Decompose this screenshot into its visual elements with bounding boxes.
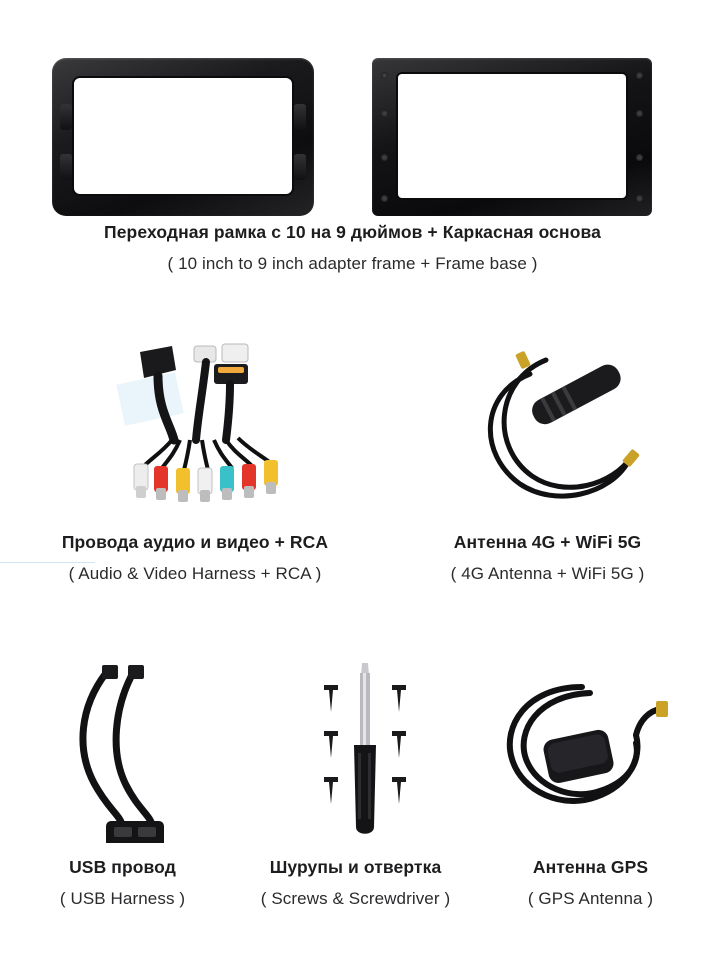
antenna-icon: [460, 334, 660, 520]
caption-en: ( GPS Antenna ): [527, 888, 654, 908]
frame-screw-hole: [114, 180, 120, 186]
wire-harness-icon: [110, 340, 330, 520]
caption-4g-antenna: [390, 532, 705, 585]
frame-base-icon: [372, 58, 652, 216]
section-harness-antenna: [0, 320, 705, 610]
caption-ru: Провода аудио и видео + RCA: [61, 532, 329, 552]
frame-screw-hole: [636, 195, 643, 202]
caption-audio-video-harness: [0, 532, 390, 585]
caption-en: ( Screws & Screwdriver ): [260, 888, 451, 908]
caption-en: ( Audio & Video Harness + RCA ): [68, 563, 322, 583]
frame-tab: [60, 104, 72, 130]
frame-screw-hole: [381, 154, 388, 161]
caption-ru: Переходная рамка с 10 на 9 дюймов + Каркасная основа: [104, 222, 601, 242]
caption-en: ( USB Harness ): [59, 888, 186, 908]
frame-screw-hole: [114, 86, 120, 92]
frame-tab: [294, 104, 306, 130]
frame-screw-hole: [636, 72, 643, 79]
caption-frames: [0, 222, 705, 275]
gps-antenna-icon: [490, 673, 670, 838]
frame-screw-hole: [636, 110, 643, 117]
caption-en: ( 4G Antenna + WiFi 5G ): [450, 563, 645, 583]
caption-gps-antenna: [478, 857, 703, 910]
frame-tab: [294, 154, 306, 180]
frames-image-row: [0, 28, 705, 198]
frame-screw-hole: [381, 110, 388, 117]
caption-screws-screwdriver: [228, 857, 483, 910]
frame-screw-hole: [636, 154, 643, 161]
caption-ru: Антенна GPS: [532, 857, 649, 877]
section-frames: [0, 0, 705, 300]
usb-cable-icon: [58, 663, 243, 843]
frame-screw-hole: [381, 195, 388, 202]
caption-ru: Антенна 4G + WiFi 5G: [453, 532, 642, 552]
section-usb-screws-gps: [0, 645, 705, 945]
caption-usb-harness: [10, 857, 235, 910]
frame-screw-hole: [381, 72, 388, 79]
caption-ru: Шурупы и отвертка: [269, 857, 442, 877]
frame-tab: [60, 154, 72, 180]
caption-en: ( 10 inch to 9 inch adapter frame + Frame base ): [167, 253, 538, 273]
adapter-frame-icon: [52, 58, 314, 216]
screwdriver-icon: [300, 657, 430, 847]
caption-ru: USB провод: [69, 857, 176, 877]
frame-screw-hole: [246, 180, 252, 186]
frame-screw-hole: [246, 86, 252, 92]
